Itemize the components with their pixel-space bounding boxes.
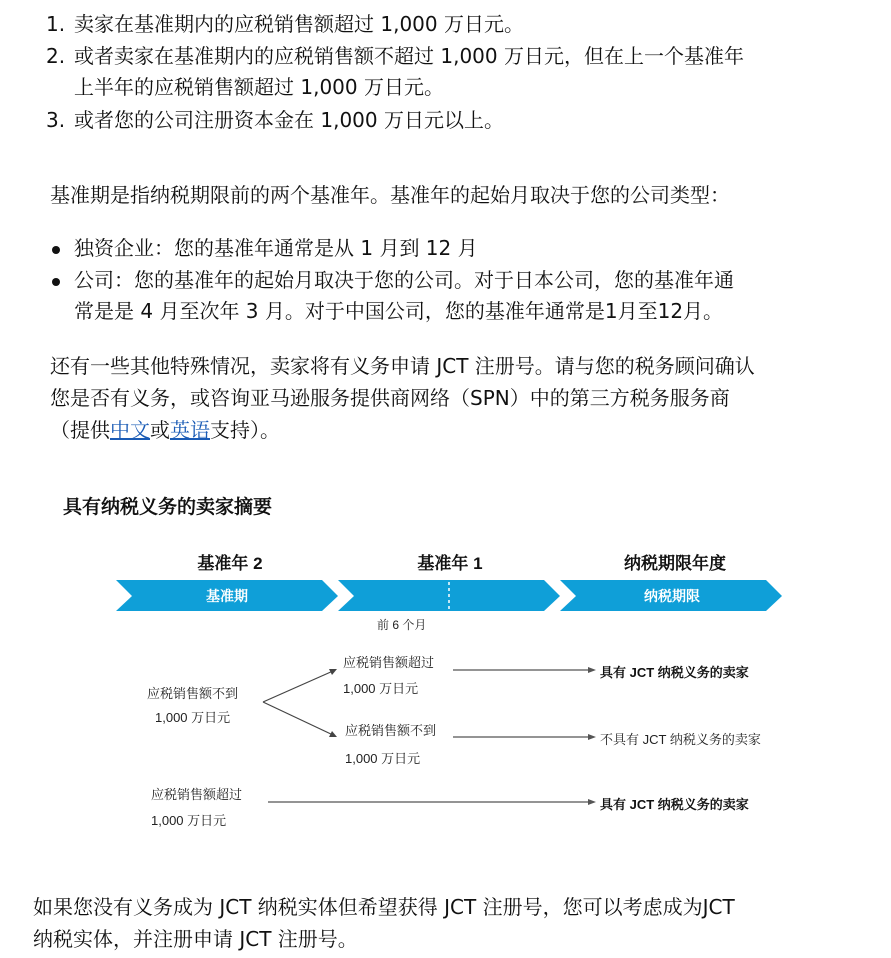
outcome-arrowhead-2 — [588, 734, 596, 740]
branch-source-line: 应税销售额不到 — [147, 686, 239, 701]
branch-up-line — [263, 671, 333, 702]
direct-source-line: 1,000 万日元 — [151, 813, 227, 828]
closing-line: 纳税实体，并注册申请 JCT 注册号。 — [33, 927, 358, 951]
figure-title: 具有纳税义务的卖家摘要 — [63, 497, 273, 518]
condition-number: 2. — [46, 44, 66, 68]
base-period-label: 基准期 — [206, 588, 248, 604]
tax-period-label: 纳税期限 — [644, 588, 700, 604]
condition-text: 卖家在基准期内的应税销售额超过 1,000 万日元。 — [74, 12, 524, 36]
condition-number: 3. — [46, 108, 66, 132]
column-head-base-year-2: 基准年 2 — [197, 554, 263, 573]
closing-paragraph — [33, 891, 873, 955]
direct-source-line: 应税销售额超过 — [151, 787, 243, 802]
paragraph-line: 您是否有义务，或咨询亚马逊服务提供商网络（SPN）中的第三方税务服务商 — [50, 386, 730, 410]
outcome-not-obligated: 不具有 JCT 纳税义务的卖家 — [600, 732, 761, 747]
column-head-base-year-1: 基准年 1 — [417, 554, 483, 573]
condition-text: 上半年的应税销售额超过 1,000 万日元。 — [74, 75, 444, 99]
branch-up-line-text: 应税销售额超过 — [343, 655, 435, 670]
branch-down-line-text: 应税销售额不到 — [345, 723, 437, 738]
branch-down-line — [263, 702, 333, 735]
branch-up-line-text: 1,000 万日元 — [343, 681, 419, 696]
branch-source-label — [147, 682, 238, 730]
condition-number: 1. — [46, 12, 66, 36]
branch-source-line: 1,000 万日元 — [155, 710, 231, 725]
bullet-text: 常是是 4 月至次年 3 月。对于中国公司，您的基准年通常是1月至12月。 — [74, 299, 724, 323]
branch-down-label — [345, 717, 436, 773]
or-text: 或 — [150, 418, 170, 442]
paragraph-line: 还有一些其他特殊情况，卖家将有义务申请 JCT 注册号。请与您的税务顾问确认 — [50, 354, 755, 378]
direct-source-label — [151, 782, 242, 834]
english-support-link[interactable]: 英语 — [170, 418, 210, 442]
base-period-intro: 基准期是指纳税期限前的两个基准年。基准年的起始月取决于您的公司类型： — [50, 183, 730, 207]
chinese-support-link[interactable]: 中文 — [110, 418, 150, 442]
bullet-text: 独资企业：您的基准年通常是从 1 月到 12 月 — [74, 236, 478, 260]
branch-up-label — [343, 650, 434, 702]
outcome-arrowhead-3 — [588, 799, 596, 805]
support-text: 支持）。 — [210, 418, 280, 442]
column-head-tax-year: 纳税期限年度 — [624, 554, 726, 573]
bullet-text: 公司：您的基准年的起始月取决于您的公司。对于日本公司，您的基准年通 — [74, 268, 734, 292]
branch-down-line-text: 1,000 万日元 — [345, 751, 421, 766]
outcome-obligated: 具有 JCT 纳税义务的卖家 — [600, 665, 749, 680]
closing-line: 如果您没有义务成为 JCT 纳税实体但希望获得 JCT 注册号，您可以考虑成为JCT — [33, 895, 735, 919]
first-half-note: 前 6 个月 — [377, 618, 427, 632]
condition-text: 或者您的公司注册资本金在 1,000 万日元以上。 — [74, 108, 504, 132]
outcome-obligated-direct: 具有 JCT 纳税义务的卖家 — [600, 797, 749, 812]
outcome-arrowhead-1 — [588, 667, 596, 673]
condition-text: 或者卖家在基准期内的应税销售额不超过 1,000 万日元，但在上一个基准年 — [74, 44, 744, 68]
paren-open: （提供 — [50, 418, 110, 442]
